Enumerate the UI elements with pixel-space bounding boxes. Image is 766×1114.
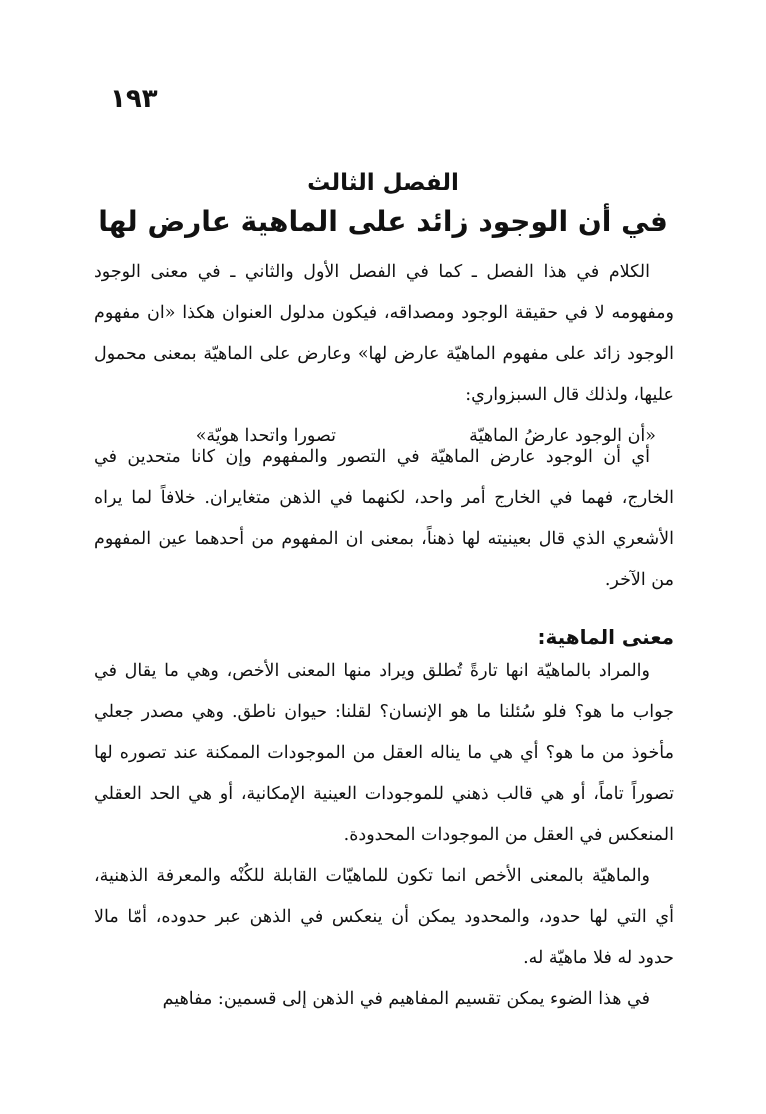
paragraph: والماهيّة بالمعنى الأخص انما تكون للماهيّات القابلة للكُنْه والمعرفة الذهنية، أي التي لها حدود، والمحدود يمكن أن ينعكس في الذهن عبر حدوده، أمّا مالا حدود له فلا ماهيّة له. — [94, 866, 674, 968]
verse-first-hemistich: «أن الوجود عارضُ الماهيّة — [469, 426, 656, 446]
paragraph: والمراد بالماهيّة انها تارةً تُطلق ويراد منها المعنى الأخص، وهي ما يقال في جواب ما هو؟ فلو سُئلنا ما هو الإنسان؟ لقلنا: حيوان ناطق. وهي مصدر جعلي مأخوذ من ما هو؟ أي هي ما يناله العقل من الموجودات الممكنة عند تصوره لها تصوراً تاماً، أو هي قالب ذهني للموجودات العينية الإمكانية، أو هي الحد العقلي المنعكس في العقل من الموجودات المحدودة. — [94, 661, 674, 845]
page-number: ١٩٣ — [110, 84, 158, 114]
verse-second-hemistich: تصورا واتحدا هويّة» — [195, 426, 336, 446]
paragraph: في هذا الضوء يمكن تقسيم المفاهيم في الذهن إلى قسمين: مفاهيم — [162, 989, 650, 1009]
section-heading: معنى الماهية: — [537, 625, 674, 649]
chapter-title: في أن الوجود زائد على الماهية عارض لها — [98, 205, 668, 238]
explanation-paragraphs — [94, 437, 674, 601]
chapter-label: الفصل الثالث — [307, 170, 459, 196]
paragraph: أي أن الوجود عارض الماهيّة في التصور والمفهوم وإن كانا متحدين في الخارج، فهما في الخارج أمر واحد، لكنهما في الذهن متغايران. خلافاً لما يراه الأشعري الذي قال بعينيته لها ذهناً، بمعنى ان المفهوم من أحدهما عين المفهوم من الآخر. — [94, 447, 674, 590]
paragraph: الكلام في هذا الفصل ـ كما في الفصل الأول والثاني ـ في معنى الوجود ومفهومه لا في حقيقة الوجود ومصداقه، فيكون مدلول العنوان هكذا «ان مفهوم الوجود زائد على مفهوم الماهيّة عارض لها» وعارض على الماهيّة بمعنى محمول عليها، ولذلك قال السبزواري: — [94, 262, 674, 405]
quiddity-paragraphs — [94, 651, 674, 1020]
intro-paragraphs — [94, 252, 674, 416]
